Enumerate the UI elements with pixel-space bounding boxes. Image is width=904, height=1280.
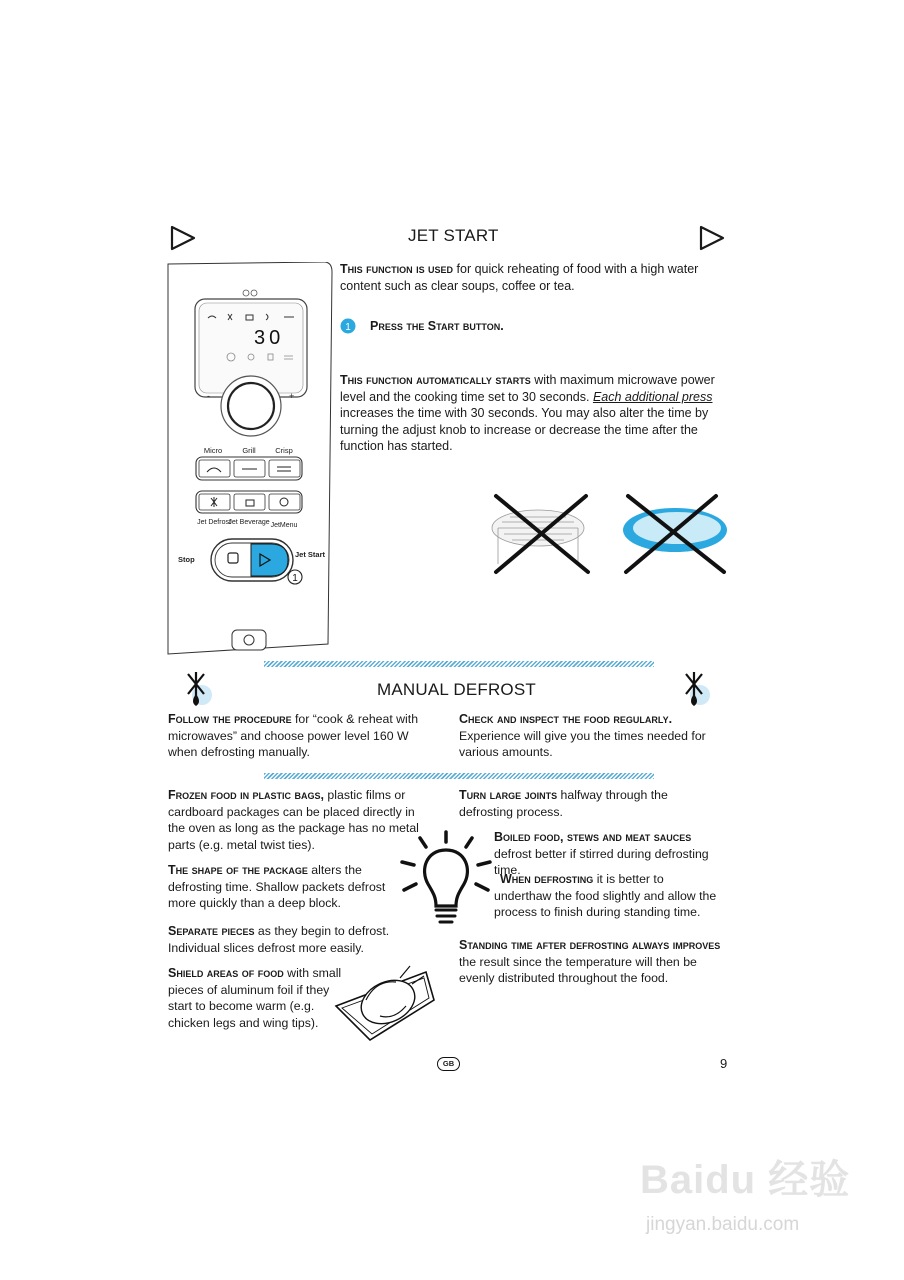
shield-lead: Shield areas of food (168, 966, 284, 980)
section-divider (264, 773, 654, 779)
step-badge (340, 318, 356, 334)
jet-beverage-label: Jet Beverage (228, 519, 270, 526)
when-lead: When defrosting (500, 872, 594, 886)
stop-label: Stop (178, 555, 195, 564)
defrost-icon (678, 670, 718, 712)
separate-pieces-para (168, 923, 400, 956)
defrost-icon (180, 670, 220, 712)
jetmenu-label: JetMenu (270, 522, 298, 529)
turn-joints-para (459, 787, 721, 820)
auto-lead: This function automatically starts (340, 373, 531, 387)
frozen-text: plastic films or cardboard packages can be placed directly in the oven as long as the package has no metal parts (e.g. metal twist ties). (168, 788, 419, 852)
jetmenu-button (269, 494, 300, 510)
knob-plus: + (289, 391, 295, 401)
shape-text: alters the defrosting time. Shallow packets defrost more quickly than a deep block. (168, 863, 386, 910)
separate-lead: Separate pieces (168, 924, 255, 938)
grill-label: Grill (242, 446, 256, 455)
crisp-label: Crisp (275, 446, 293, 455)
country-badge: GB (437, 1057, 460, 1071)
watermark-brand: Baidu 经验 (640, 1158, 851, 1202)
auto-text-1: with maximum microwave power level and the cooking time set to 30 seconds. (340, 373, 715, 404)
shape-lead: The shape of the package (168, 863, 308, 877)
display-digits: 30 (254, 327, 285, 349)
turn-text: halfway through the defrosting process. (459, 788, 668, 819)
auto-text-2: increases the time with 30 seconds. You may also alter the time by turning the adjust knob to increase or decrease the time after the function has started. (340, 406, 709, 453)
not-allowed-accessories-illustration (490, 490, 730, 580)
adjust-knob (228, 383, 274, 429)
control-panel-illustration (166, 262, 336, 658)
intro-text: for quick reheating of food with a high water content such as clear soups, coffee or tea. (340, 262, 699, 293)
crisp-button (269, 460, 300, 477)
intro-lead: This function is used (340, 262, 454, 276)
step-text: Press the Start button. (370, 319, 504, 333)
check-food-para (459, 711, 721, 761)
step-number: 1 (345, 322, 351, 333)
jet-defrost-label: Jet Defrost (197, 519, 231, 526)
jet-start-title: JET START (408, 226, 499, 245)
manual-defrost-title: MANUAL DEFROST (377, 680, 536, 699)
separate-text: as they begin to defrost. Individual slices defrost more easily. (168, 924, 390, 955)
check-lead: Check and inspect the food regularly. (459, 712, 673, 726)
frozen-food-para (168, 787, 434, 853)
jet-start-auto (340, 372, 725, 455)
watermark-url: jingyan.baidu.com (646, 1214, 800, 1235)
standing-text: the result since the temperature will then be evenly distributed throughout the food. (459, 954, 697, 985)
standing-time-para (459, 937, 721, 987)
jet-beverage-button (234, 494, 265, 510)
play-arrow-icon (168, 224, 198, 252)
frozen-lead: Frozen food in plastic bags, (168, 788, 325, 802)
boiled-lead: Boiled food, stews and meat sauces (494, 830, 692, 844)
knob-minus: - (207, 391, 210, 401)
follow-text: for “cook & reheat with microwaves” and choose power level 160 W when defrosting manually. (168, 712, 419, 759)
page-number: 9 (720, 1056, 728, 1071)
chicken-illustration (330, 960, 438, 1044)
when-text: it is better to underthaw the food slightly and allow the process to finish during standing time. (494, 872, 717, 919)
callout-number: 1 (292, 573, 298, 584)
play-arrow-icon (697, 224, 727, 252)
jet-start-label: Jet Start (294, 550, 326, 559)
auto-emph: Each additional press (592, 389, 713, 404)
standing-lead: Standing time after defrosting always improves (459, 938, 721, 952)
check-text: Experience will give you the times needed for various amounts. (459, 728, 706, 759)
jet-start-intro (340, 261, 725, 294)
section-divider (264, 661, 654, 667)
shield-areas-para (168, 965, 346, 1031)
shield-text: with small pieces of aluminum foil if they start to become warm (e.g. chicken legs and wing tips). (168, 966, 342, 1030)
boiled-text: defrost better if stirred during defrosting time. (494, 846, 709, 877)
follow-lead: Follow the procedure (168, 712, 292, 726)
package-shape-para (168, 862, 390, 912)
light-bulb-tip-icon (396, 824, 492, 928)
micro-label: Micro (203, 446, 223, 455)
follow-procedure-para (168, 711, 436, 761)
turn-lead: Turn large joints (459, 788, 558, 802)
when-defrosting-para (494, 871, 718, 921)
